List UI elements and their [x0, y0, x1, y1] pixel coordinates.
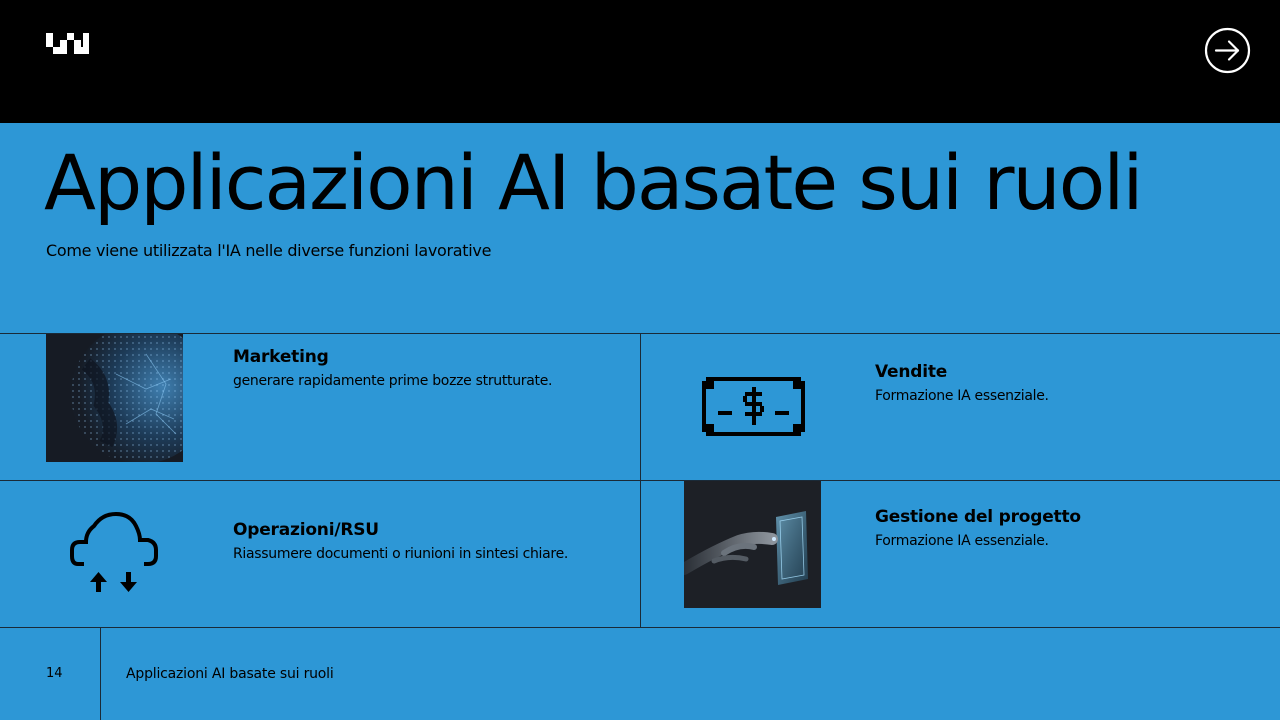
card-desc-gestione: Formazione IA essenziale.: [875, 533, 1049, 549]
cloud-transfer-icon: [70, 512, 158, 592]
globe-network-image: [46, 334, 183, 462]
footer-divider: [100, 627, 101, 720]
card-title-marketing: Marketing: [233, 347, 329, 367]
card-title-vendite: Vendite: [875, 362, 948, 382]
page-number: 14: [46, 666, 63, 681]
card-title-operazioni: Operazioni/RSU: [233, 520, 379, 540]
top-bar: [0, 0, 1280, 123]
grid-divider-vertical: [640, 333, 641, 627]
grid-divider-bottom: [0, 627, 1280, 628]
dollar-bill-icon: [702, 377, 805, 436]
slide-subtitle: Come viene utilizzata l'IA nelle diverse funzioni lavorative: [46, 241, 492, 260]
robot-hand-image: [684, 481, 821, 609]
next-arrow-button[interactable]: [1204, 27, 1251, 74]
slide-title: Applicazioni AI basate sui ruoli: [44, 138, 1142, 227]
card-title-gestione: Gestione del progetto: [875, 507, 1081, 527]
card-desc-operazioni: Riassumere documenti o riunioni in sintesi chiare.: [233, 546, 569, 562]
footer-title: Applicazioni AI basate sui ruoli: [126, 666, 334, 682]
card-desc-marketing: generare rapidamente prime bozze strutturate.: [233, 373, 553, 389]
card-desc-vendite: Formazione IA essenziale.: [875, 388, 1049, 404]
brand-logo-icon: [46, 33, 90, 61]
